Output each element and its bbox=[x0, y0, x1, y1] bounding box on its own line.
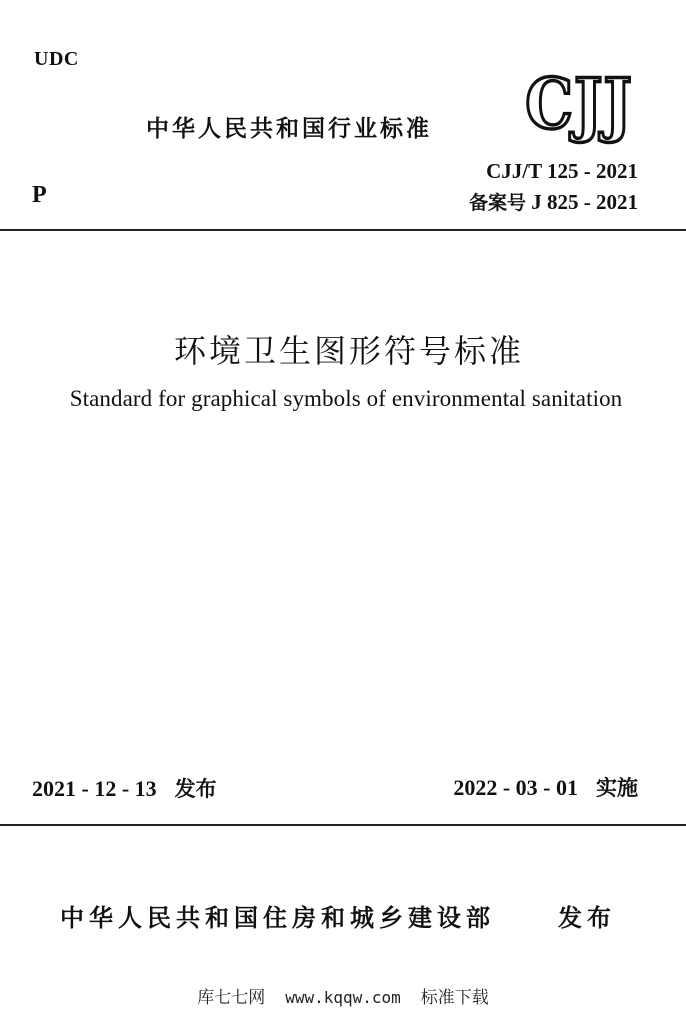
cjj-logo: CJJ bbox=[525, 64, 633, 146]
industry-standard-heading: 中华人民共和国行业标准 bbox=[146, 116, 432, 142]
watermark bbox=[0, 983, 686, 1008]
watermark-tagline: 标准下载 bbox=[420, 988, 489, 1008]
bottom-divider bbox=[0, 824, 686, 826]
standard-code: CJJ/T 125 - 2021 bbox=[486, 159, 638, 183]
ministry-name: 中华人民共和国住房和城乡建设部 bbox=[60, 904, 495, 932]
udc-label: UDC bbox=[34, 48, 79, 70]
record-label: 备案号 bbox=[468, 192, 526, 214]
issue-label: 发布 bbox=[174, 777, 217, 801]
category-letter: P bbox=[32, 182, 47, 208]
top-divider bbox=[0, 229, 686, 231]
issue-date-line bbox=[32, 773, 217, 803]
implement-label: 实施 bbox=[596, 776, 638, 800]
issue-date: 2021 - 12 - 13 bbox=[32, 776, 157, 801]
title-chinese: 环境卫生图形符号标准 bbox=[173, 332, 524, 370]
implement-date-line bbox=[453, 772, 638, 802]
record-number-line bbox=[469, 187, 638, 218]
implement-date: 2022 - 03 - 01 bbox=[453, 775, 578, 800]
ministry-issue-label: 发布 bbox=[558, 904, 616, 932]
watermark-url[interactable]: www.kqqw.com bbox=[285, 988, 401, 1007]
record-number: J 825 - 2021 bbox=[531, 190, 638, 214]
watermark-site-name: 库七七网 bbox=[197, 988, 266, 1008]
title-english: Standard for graphical symbols of environmental sanitation bbox=[69, 386, 623, 411]
